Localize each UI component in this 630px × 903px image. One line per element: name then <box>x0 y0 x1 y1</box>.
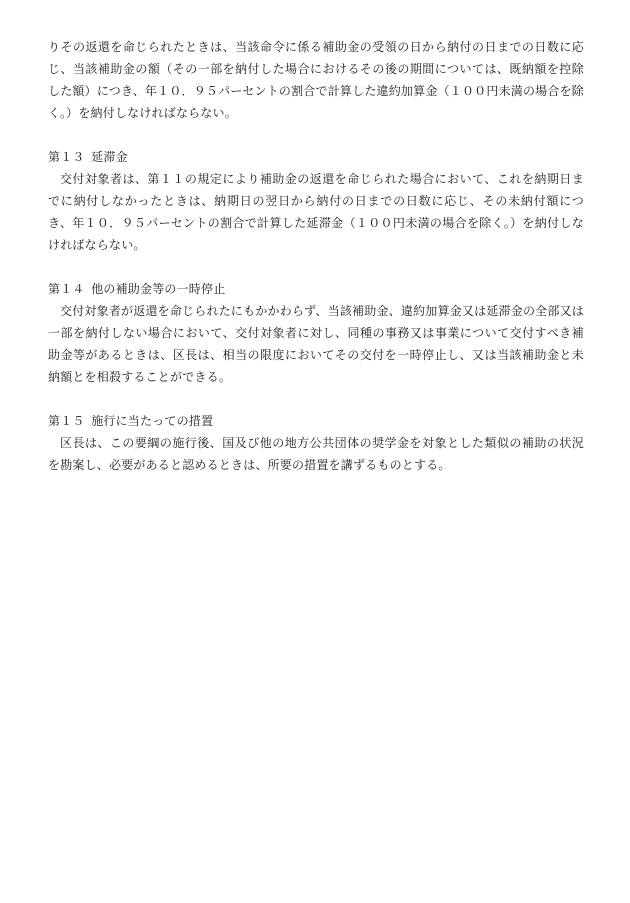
document-page <box>48 36 584 476</box>
section-heading <box>48 278 584 300</box>
section-body: 区長は、この要綱の施行後、国及び他の地方公共団体の奨学金を対象とした類似の補助の状況を勘案し、必要があると認めるときは、所要の措置を講ずるものとする。 <box>48 436 584 472</box>
intro-paragraph: りその返還を命じられたときは、当該命令に係る補助金の受領の日から納付の日までの日数に応じ、当該補助金の額（その一部を納付した場合におけるその後の期間については、既納額を控除した額）につき、年１０．９５パーセントの割合で計算した違約加算金（１００円未満の場合を除く。）を納付しなければならない。 <box>48 40 584 120</box>
section-13 <box>48 146 584 256</box>
section-title: 延滞金 <box>91 150 128 164</box>
section-14 <box>48 278 584 388</box>
section-heading <box>48 410 584 432</box>
section-15 <box>48 410 584 476</box>
section-body: 交付対象者が返還を命じられたにもかかわらず、当該補助金、違約加算金又は延滞金の全部又は一部を納付しない場合において、交付対象者に対し、同種の事務又は事業について交付すべき補助金等があるときは、区長は、相当の限度においてその交付を一時停止し、又は当該補助金と未納額とを相殺することができる。 <box>48 304 584 384</box>
section-body: 交付対象者は、第１１の規定により補助金の返還を命じられた場合において、これを納期日までに納付しなかったときは、納期日の翌日から納付の日までの日数に応じ、その未納付額につき、年１０．９５パーセントの割合で計算した延滞金（１００円未満の場合を除く。）を納付しなければならない。 <box>48 172 584 252</box>
section-title: 施行に当たっての措置 <box>91 414 214 428</box>
section-number: 第１５ <box>48 414 85 428</box>
section-number: 第１４ <box>48 282 85 296</box>
section-number: 第１３ <box>48 150 85 164</box>
section-heading <box>48 146 584 168</box>
section-title: 他の補助金等の一時停止 <box>91 282 226 296</box>
